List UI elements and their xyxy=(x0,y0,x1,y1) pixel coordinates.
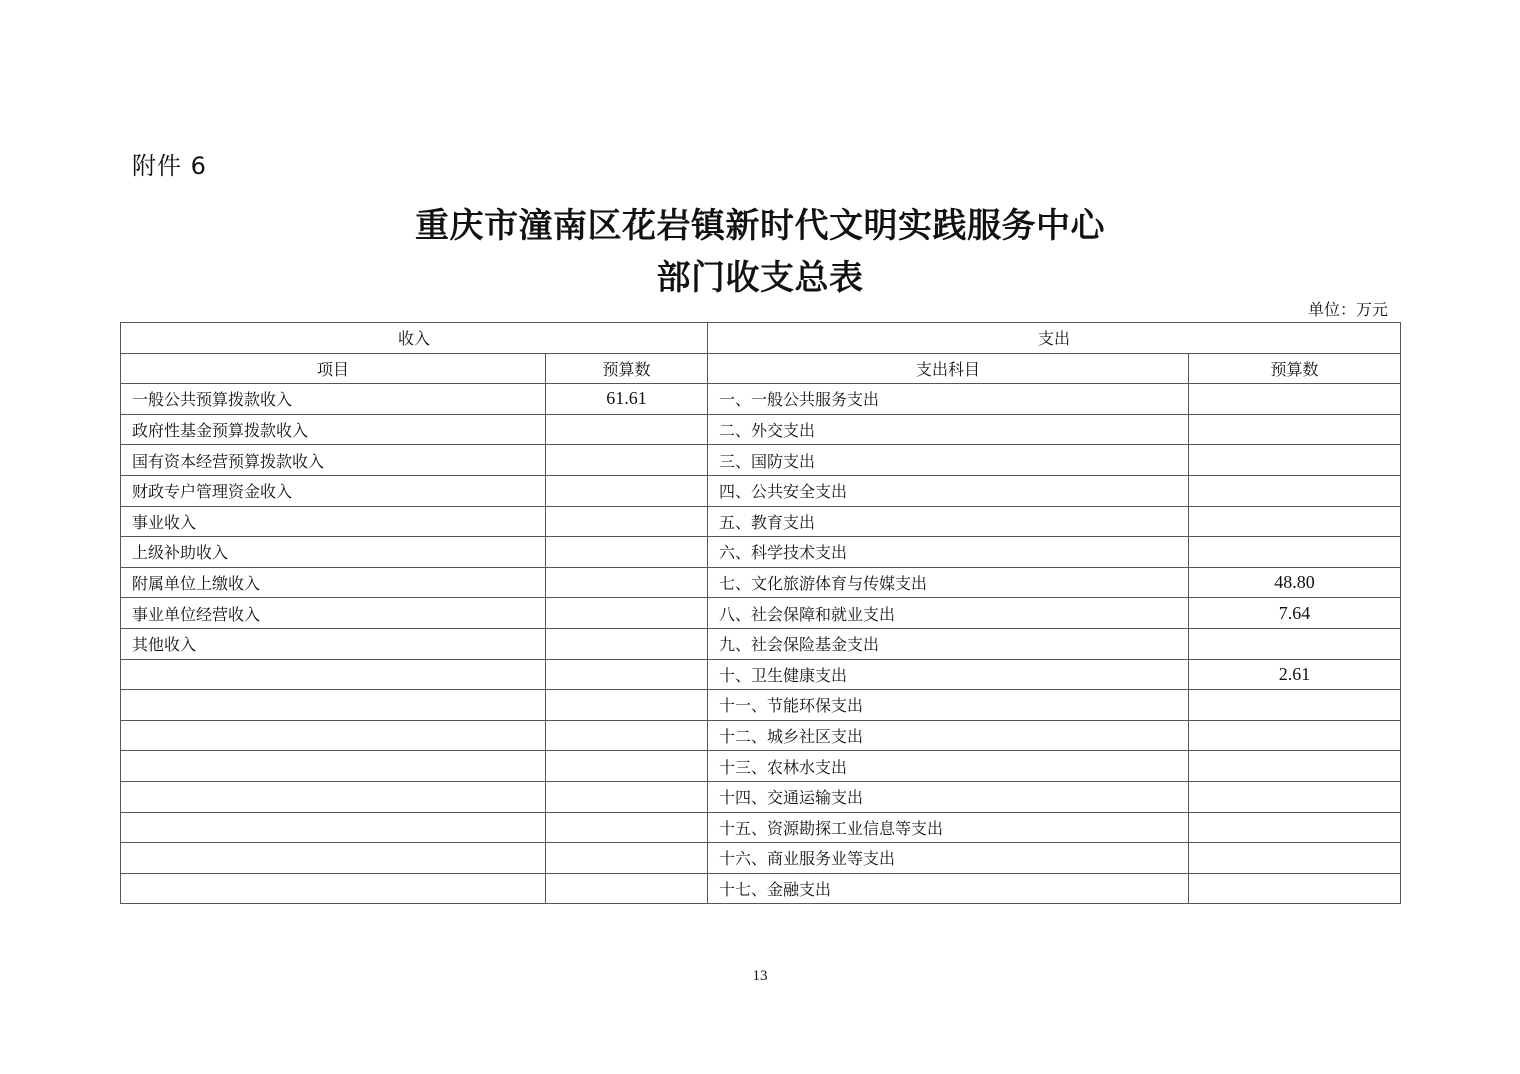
expenditure-item-cell: 十、卫生健康支出 xyxy=(708,659,1189,690)
expenditure-budget-cell xyxy=(1189,628,1401,659)
income-item-cell xyxy=(121,843,546,874)
income-budget-cell xyxy=(546,414,708,445)
income-budget-cell xyxy=(546,445,708,476)
expenditure-item-cell: 三、国防支出 xyxy=(708,445,1189,476)
expenditure-item-cell: 十四、交通运输支出 xyxy=(708,781,1189,812)
budget-summary-table xyxy=(120,322,1401,904)
income-item-cell: 事业收入 xyxy=(121,506,546,537)
expenditure-budget-cell: 48.80 xyxy=(1189,567,1401,598)
expenditure-item-cell: 十一、节能环保支出 xyxy=(708,690,1189,721)
expenditure-budget-cell xyxy=(1189,812,1401,843)
table-row xyxy=(121,843,1401,874)
table-row xyxy=(121,475,1401,506)
expenditure-budget-cell xyxy=(1189,781,1401,812)
income-budget-cell xyxy=(546,567,708,598)
income-budget-cell xyxy=(546,598,708,629)
attachment-label: 附件 6 xyxy=(132,152,207,180)
table-row xyxy=(121,781,1401,812)
income-item-cell xyxy=(121,690,546,721)
expenditure-budget-cell xyxy=(1189,475,1401,506)
table-row xyxy=(121,567,1401,598)
expenditure-budget-cell xyxy=(1189,537,1401,568)
income-item-cell: 国有资本经营预算拨款收入 xyxy=(121,445,546,476)
income-item-cell xyxy=(121,751,546,782)
income-budget-header: 预算数 xyxy=(546,353,708,384)
expenditure-budget-cell xyxy=(1189,751,1401,782)
column-header-row xyxy=(121,353,1401,384)
income-budget-cell xyxy=(546,781,708,812)
income-item-cell: 事业单位经营收入 xyxy=(121,598,546,629)
expenditure-item-cell: 九、社会保险基金支出 xyxy=(708,628,1189,659)
income-item-header: 项目 xyxy=(121,353,546,384)
income-budget-cell xyxy=(546,720,708,751)
income-group-header: 收入 xyxy=(121,323,708,354)
table-row xyxy=(121,659,1401,690)
income-item-cell xyxy=(121,873,546,904)
expenditure-budget-cell xyxy=(1189,445,1401,476)
expenditure-item-cell: 十三、农林水支出 xyxy=(708,751,1189,782)
table-row xyxy=(121,506,1401,537)
expenditure-item-cell: 八、社会保障和就业支出 xyxy=(708,598,1189,629)
expenditure-budget-cell xyxy=(1189,873,1401,904)
expenditure-budget-cell xyxy=(1189,720,1401,751)
expenditure-item-cell: 七、文化旅游体育与传媒支出 xyxy=(708,567,1189,598)
expenditure-group-header: 支出 xyxy=(708,323,1401,354)
expenditure-budget-cell xyxy=(1189,690,1401,721)
table-row xyxy=(121,690,1401,721)
expenditure-budget-cell xyxy=(1189,843,1401,874)
table-row xyxy=(121,537,1401,568)
expenditure-item-cell: 四、公共安全支出 xyxy=(708,475,1189,506)
table-row xyxy=(121,812,1401,843)
table-row xyxy=(121,873,1401,904)
income-budget-cell xyxy=(546,690,708,721)
expenditure-budget-cell: 2.61 xyxy=(1189,659,1401,690)
expenditure-item-cell: 五、教育支出 xyxy=(708,506,1189,537)
income-item-cell: 政府性基金预算拨款收入 xyxy=(121,414,546,445)
income-item-cell xyxy=(121,812,546,843)
income-item-cell xyxy=(121,781,546,812)
expenditure-item-cell: 十五、资源勘探工业信息等支出 xyxy=(708,812,1189,843)
income-item-cell xyxy=(121,659,546,690)
income-item-cell: 其他收入 xyxy=(121,628,546,659)
expenditure-item-cell: 二、外交支出 xyxy=(708,414,1189,445)
page-number: 13 xyxy=(752,968,768,984)
income-item-cell xyxy=(121,720,546,751)
income-budget-cell xyxy=(546,843,708,874)
expenditure-budget-cell xyxy=(1189,506,1401,537)
income-item-cell: 财政专户管理资金收入 xyxy=(121,475,546,506)
income-budget-cell xyxy=(546,537,708,568)
expenditure-item-cell: 十六、商业服务业等支出 xyxy=(708,843,1189,874)
table-row xyxy=(121,598,1401,629)
income-budget-cell xyxy=(546,812,708,843)
income-item-cell: 附属单位上缴收入 xyxy=(121,567,546,598)
income-budget-cell xyxy=(546,659,708,690)
expenditure-item-cell: 六、科学技术支出 xyxy=(708,537,1189,568)
income-budget-cell xyxy=(546,751,708,782)
income-item-cell: 一般公共预算拨款收入 xyxy=(121,384,546,415)
expenditure-budget-cell xyxy=(1189,384,1401,415)
income-budget-cell xyxy=(546,475,708,506)
table-body xyxy=(121,384,1401,904)
group-header-row xyxy=(121,323,1401,354)
expenditure-item-cell: 一、一般公共服务支出 xyxy=(708,384,1189,415)
unit-label: 单位：万元 xyxy=(1307,300,1388,319)
table-row xyxy=(121,384,1401,415)
table-row xyxy=(121,720,1401,751)
expenditure-budget-cell xyxy=(1189,414,1401,445)
table-row xyxy=(121,445,1401,476)
expenditure-budget-header: 预算数 xyxy=(1189,353,1401,384)
income-item-cell: 上级补助收入 xyxy=(121,537,546,568)
income-budget-cell: 61.61 xyxy=(546,384,708,415)
expenditure-item-cell: 十七、金融支出 xyxy=(708,873,1189,904)
income-budget-cell xyxy=(546,873,708,904)
expenditure-budget-cell: 7.64 xyxy=(1189,598,1401,629)
document-title-line2: 部门收支总表 xyxy=(656,258,864,298)
expenditure-item-cell: 十二、城乡社区支出 xyxy=(708,720,1189,751)
income-budget-cell xyxy=(546,506,708,537)
table-row xyxy=(121,751,1401,782)
document-title-line1: 重庆市潼南区花岩镇新时代文明实践服务中心 xyxy=(415,206,1105,246)
table-row xyxy=(121,628,1401,659)
table-row xyxy=(121,414,1401,445)
income-budget-cell xyxy=(546,628,708,659)
expenditure-item-header: 支出科目 xyxy=(708,353,1189,384)
